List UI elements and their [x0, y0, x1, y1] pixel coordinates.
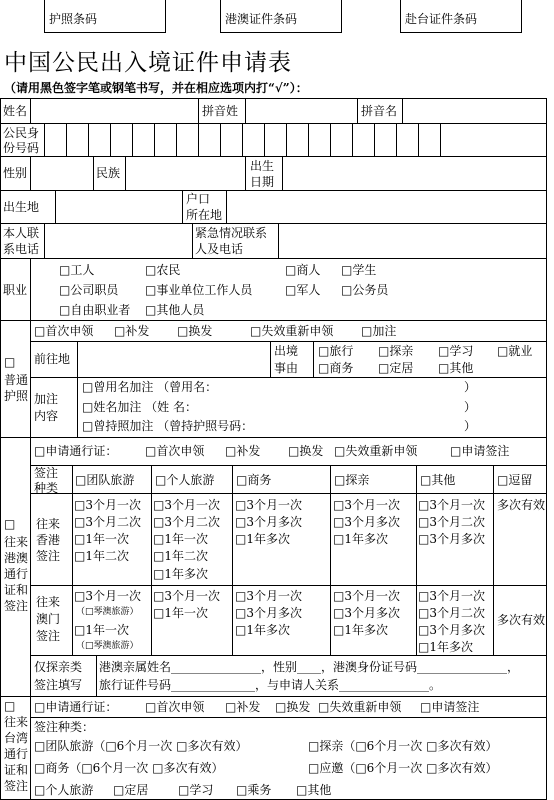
mo-team-1[interactable]: □3个月一次 [74, 589, 141, 603]
mo-bus-1[interactable]: □3个月一次 [235, 589, 302, 603]
occupation-freelancer[interactable]: □自由职业者 [59, 303, 131, 317]
family-fill-label-1: 仅探亲类 [34, 660, 83, 674]
mo-label-3: 签注 [36, 629, 61, 643]
purpose-other[interactable]: □其他 [438, 361, 474, 375]
passport-section-checkbox[interactable]: □ [4, 355, 16, 369]
occupation-label: 职业 [3, 283, 28, 297]
hk-team-1[interactable]: □3个月一次 [74, 498, 141, 512]
surname-label: 姓名 [3, 104, 28, 118]
endorse-former-passport[interactable]: □曾持照加注 （曾持护照号码： [82, 419, 254, 433]
phone-label-2: 系电话 [3, 242, 40, 256]
occupation-employee[interactable]: □公司职员 [59, 283, 119, 297]
tw-other[interactable]: □其他 [296, 783, 332, 797]
hkmo-cat-other[interactable]: □其他 [420, 473, 456, 487]
purpose-label-2: 事由 [274, 361, 299, 375]
mo-oth-1[interactable]: □3个月一次 [418, 589, 485, 603]
mo-label-1: 往来 [36, 595, 61, 609]
tw-renew[interactable]: □换发 [275, 700, 311, 714]
tw-reapply-invalid[interactable]: □失效重新申领 [318, 700, 402, 714]
hkmo-cat-team[interactable]: □团队旅游 [75, 473, 135, 487]
occupation-other[interactable]: □其他人员 [145, 303, 205, 317]
hkmo-reissue[interactable]: □补发 [225, 444, 261, 458]
ethnicity-label: 民族 [96, 166, 121, 180]
tw-apply-endorse[interactable]: □申请签注 [420, 700, 480, 714]
hkmo-first-apply[interactable]: □首次申领 [145, 444, 205, 458]
hk-team-4[interactable]: □1年二次 [74, 549, 129, 563]
form-title: 中国公民出入境证件申请表 [4, 50, 292, 76]
birth-date-label-1: 出生 [250, 159, 275, 173]
passport-first-apply[interactable]: □首次申领 [34, 324, 94, 338]
passport-renew[interactable]: □换发 [177, 324, 213, 338]
family-info-line-1[interactable]: 港澳亲属姓名_______________，性别____，港澳身份证号码_______________， [99, 660, 520, 674]
hkmo-section-checkbox[interactable]: □ [4, 517, 16, 531]
tw-crew[interactable]: □乘务 [236, 783, 272, 797]
hkmo-sign-type-1: 签注 [34, 466, 59, 480]
hkmo-cat-business[interactable]: □商务 [236, 473, 272, 487]
mo-bus-2[interactable]: □3个月多次 [235, 606, 302, 620]
hkmo-cat-family[interactable]: □探亲 [334, 473, 370, 487]
mo-fam-1[interactable]: □3个月一次 [333, 589, 400, 603]
tw-individual-tour[interactable]: □个人旅游 [34, 783, 94, 797]
form-instructions: （请用黑色签字笔或钢笔书写，并在相应选项内打“√”）： [4, 81, 308, 95]
tw-family-visit[interactable]: □探亲（□6个月一次 □多次有效） [308, 739, 498, 753]
mo-oth-3[interactable]: □3个月多次 [418, 623, 485, 637]
hk-multi: 多次有效 [497, 498, 546, 512]
gender-label: 性别 [3, 166, 28, 180]
tw-section-checkbox[interactable]: □ [4, 699, 16, 713]
id-number-label-2: 份号码 [3, 141, 40, 155]
hk-ind-5[interactable]: □1年多次 [153, 567, 208, 581]
occupation-student[interactable]: □学生 [341, 263, 377, 277]
tw-team-tour[interactable]: □团队旅游（□6个月一次 □多次有效） [34, 739, 248, 753]
tw-section-label-5: 签注 [4, 779, 29, 793]
tw-business[interactable]: □商务（□6个月一次 □多次有效） [34, 761, 224, 775]
hukou-label-2: 所在地 [186, 208, 223, 222]
hk-oth-3[interactable]: □3个月多次 [418, 532, 485, 546]
tw-first-apply[interactable]: □首次申领 [145, 700, 205, 714]
tw-sign-type: 签注种类： [34, 720, 95, 734]
hkmo-apply-endorse[interactable]: □申请签注 [450, 444, 510, 458]
close-paren-1: ） [464, 380, 477, 394]
hkmo-barcode-label: 港澳证件条码 [225, 12, 298, 26]
emergency-label-2: 人及电话 [195, 242, 244, 256]
purpose-label-1: 出境 [274, 344, 299, 358]
hkmo-renew[interactable]: □换发 [288, 444, 324, 458]
hk-ind-2[interactable]: □3个月二次 [153, 515, 220, 529]
hk-team-2[interactable]: □3个月二次 [74, 515, 141, 529]
purpose-work[interactable]: □就业 [497, 344, 533, 358]
mo-ind-1[interactable]: □3个月一次 [153, 589, 220, 603]
mo-label-2: 澳门 [36, 612, 61, 626]
hk-fam-3[interactable]: □1年多次 [333, 532, 388, 546]
hk-ind-3[interactable]: □1年一次 [153, 532, 208, 546]
mo-team-3[interactable]: □1年一次 [74, 623, 129, 637]
endorse-name[interactable]: □姓名加注 （姓 名： [82, 400, 197, 414]
birth-date-label-2: 日期 [250, 175, 275, 189]
tw-reissue[interactable]: □补发 [225, 700, 261, 714]
mo-ind-2[interactable]: □1年一次 [153, 606, 208, 620]
mo-oth-2[interactable]: □3个月二次 [418, 606, 485, 620]
mo-team-4[interactable]: （□琴澳旅游） [76, 641, 139, 651]
mo-oth-4[interactable]: □1年多次 [418, 640, 473, 654]
hukou-label-1: 户口 [186, 192, 211, 206]
id-number-label-1: 公民身 [3, 126, 40, 140]
close-paren-3: ） [464, 419, 477, 433]
mo-fam-2[interactable]: □3个月多次 [333, 606, 400, 620]
hkmo-cat-stay[interactable]: □逗留 [497, 473, 533, 487]
tw-settle[interactable]: □定居 [113, 783, 149, 797]
tw-barcode-label: 赴台证件条码 [405, 12, 478, 26]
hk-fam-2[interactable]: □3个月多次 [333, 515, 400, 529]
hk-bus-3[interactable]: □1年多次 [235, 532, 290, 546]
occupation-merchant[interactable]: □商人 [285, 263, 321, 277]
endorse-former-name[interactable]: □曾用名加注 （曾用名： [82, 380, 218, 394]
passport-barcode-label: 护照条码 [49, 12, 98, 26]
purpose-travel[interactable]: □旅行 [318, 344, 354, 358]
pinyin-surname-label: 拼音姓 [202, 104, 239, 118]
hk-bus-1[interactable]: □3个月一次 [235, 498, 302, 512]
hkmo-reapply-invalid[interactable]: □失效重新申领 [334, 444, 418, 458]
hkmo-cat-individual[interactable]: □个人旅游 [155, 473, 215, 487]
occupation-worker[interactable]: □工人 [59, 263, 95, 277]
tw-section-label-3: 通行 [4, 747, 29, 761]
pinyin-given-label: 拼音名 [361, 104, 398, 118]
passport-reapply-invalid[interactable]: □失效重新申领 [250, 324, 334, 338]
hk-label-3: 签注 [36, 549, 61, 563]
tw-section-label-4: 证和 [4, 763, 29, 777]
family-info-line-2[interactable]: 旅行证件号码______________，与申请人关系_______________。 [99, 678, 442, 692]
tw-apply-pass[interactable]: □申请通行证： [34, 700, 118, 714]
passport-reissue[interactable]: □补发 [114, 324, 150, 338]
hk-fam-1[interactable]: □3个月一次 [333, 498, 400, 512]
hkmo-section-label-5: 签注 [4, 599, 29, 613]
occupation-farmer[interactable]: □农民 [145, 263, 181, 277]
emergency-label-1: 紧急情况联系 [195, 226, 268, 240]
birthplace-label: 出生地 [3, 200, 40, 214]
passport-section-label-2: 护照 [4, 389, 29, 403]
hkmo-section-label-2: 港澳 [4, 551, 29, 565]
hk-team-3[interactable]: □1年一次 [74, 532, 129, 546]
purpose-study[interactable]: □学习 [438, 344, 474, 358]
phone-label-1: 本人联 [3, 226, 40, 240]
hk-bus-2[interactable]: □3个月多次 [235, 515, 302, 529]
hkmo-section-label-1: 往来 [4, 535, 29, 549]
hk-ind-4[interactable]: □1年二次 [153, 549, 208, 563]
purpose-family[interactable]: □探亲 [378, 344, 414, 358]
family-fill-label-2: 签注填写 [34, 678, 83, 692]
hkmo-section-label-3: 通行 [4, 567, 29, 581]
tw-section-label-1: 往来 [4, 715, 29, 729]
occupation-institution[interactable]: □事业单位工作人员 [145, 283, 253, 297]
hkmo-sign-type-2: 种类 [34, 481, 59, 495]
passport-endorse[interactable]: □加注 [361, 324, 397, 338]
mo-fam-3[interactable]: □1年多次 [333, 623, 388, 637]
tw-section-label-2: 台湾 [4, 731, 29, 745]
hkmo-apply-pass[interactable]: □申请通行证： [34, 444, 118, 458]
close-paren-2: ） [464, 400, 477, 414]
hk-ind-1[interactable]: □3个月一次 [153, 498, 220, 512]
mo-team-2[interactable]: （□琴澳旅游） [76, 607, 139, 617]
tw-invitation[interactable]: □应邀（□6个月一次 □多次有效） [308, 761, 498, 775]
occupation-civil-servant[interactable]: □公务员 [341, 283, 389, 297]
hk-oth-1[interactable]: □3个月一次 [418, 498, 485, 512]
endorsement-label-2: 内容 [34, 409, 59, 423]
mo-bus-3[interactable]: □1年多次 [235, 623, 290, 637]
passport-section-label-1: 普通 [4, 373, 29, 387]
hkmo-section-label-4: 证和 [4, 583, 29, 597]
tw-study[interactable]: □学习 [178, 783, 214, 797]
hk-label-2: 香港 [36, 533, 61, 547]
occupation-military[interactable]: □军人 [285, 283, 321, 297]
hk-label-1: 往来 [36, 517, 61, 531]
hk-oth-2[interactable]: □3个月二次 [418, 515, 485, 529]
destination-label: 前往地 [34, 352, 71, 366]
purpose-business[interactable]: □商务 [318, 361, 354, 375]
purpose-settle[interactable]: □定居 [378, 361, 414, 375]
endorsement-label-1: 加注 [34, 392, 59, 406]
mo-multi: 多次有效 [497, 613, 546, 627]
